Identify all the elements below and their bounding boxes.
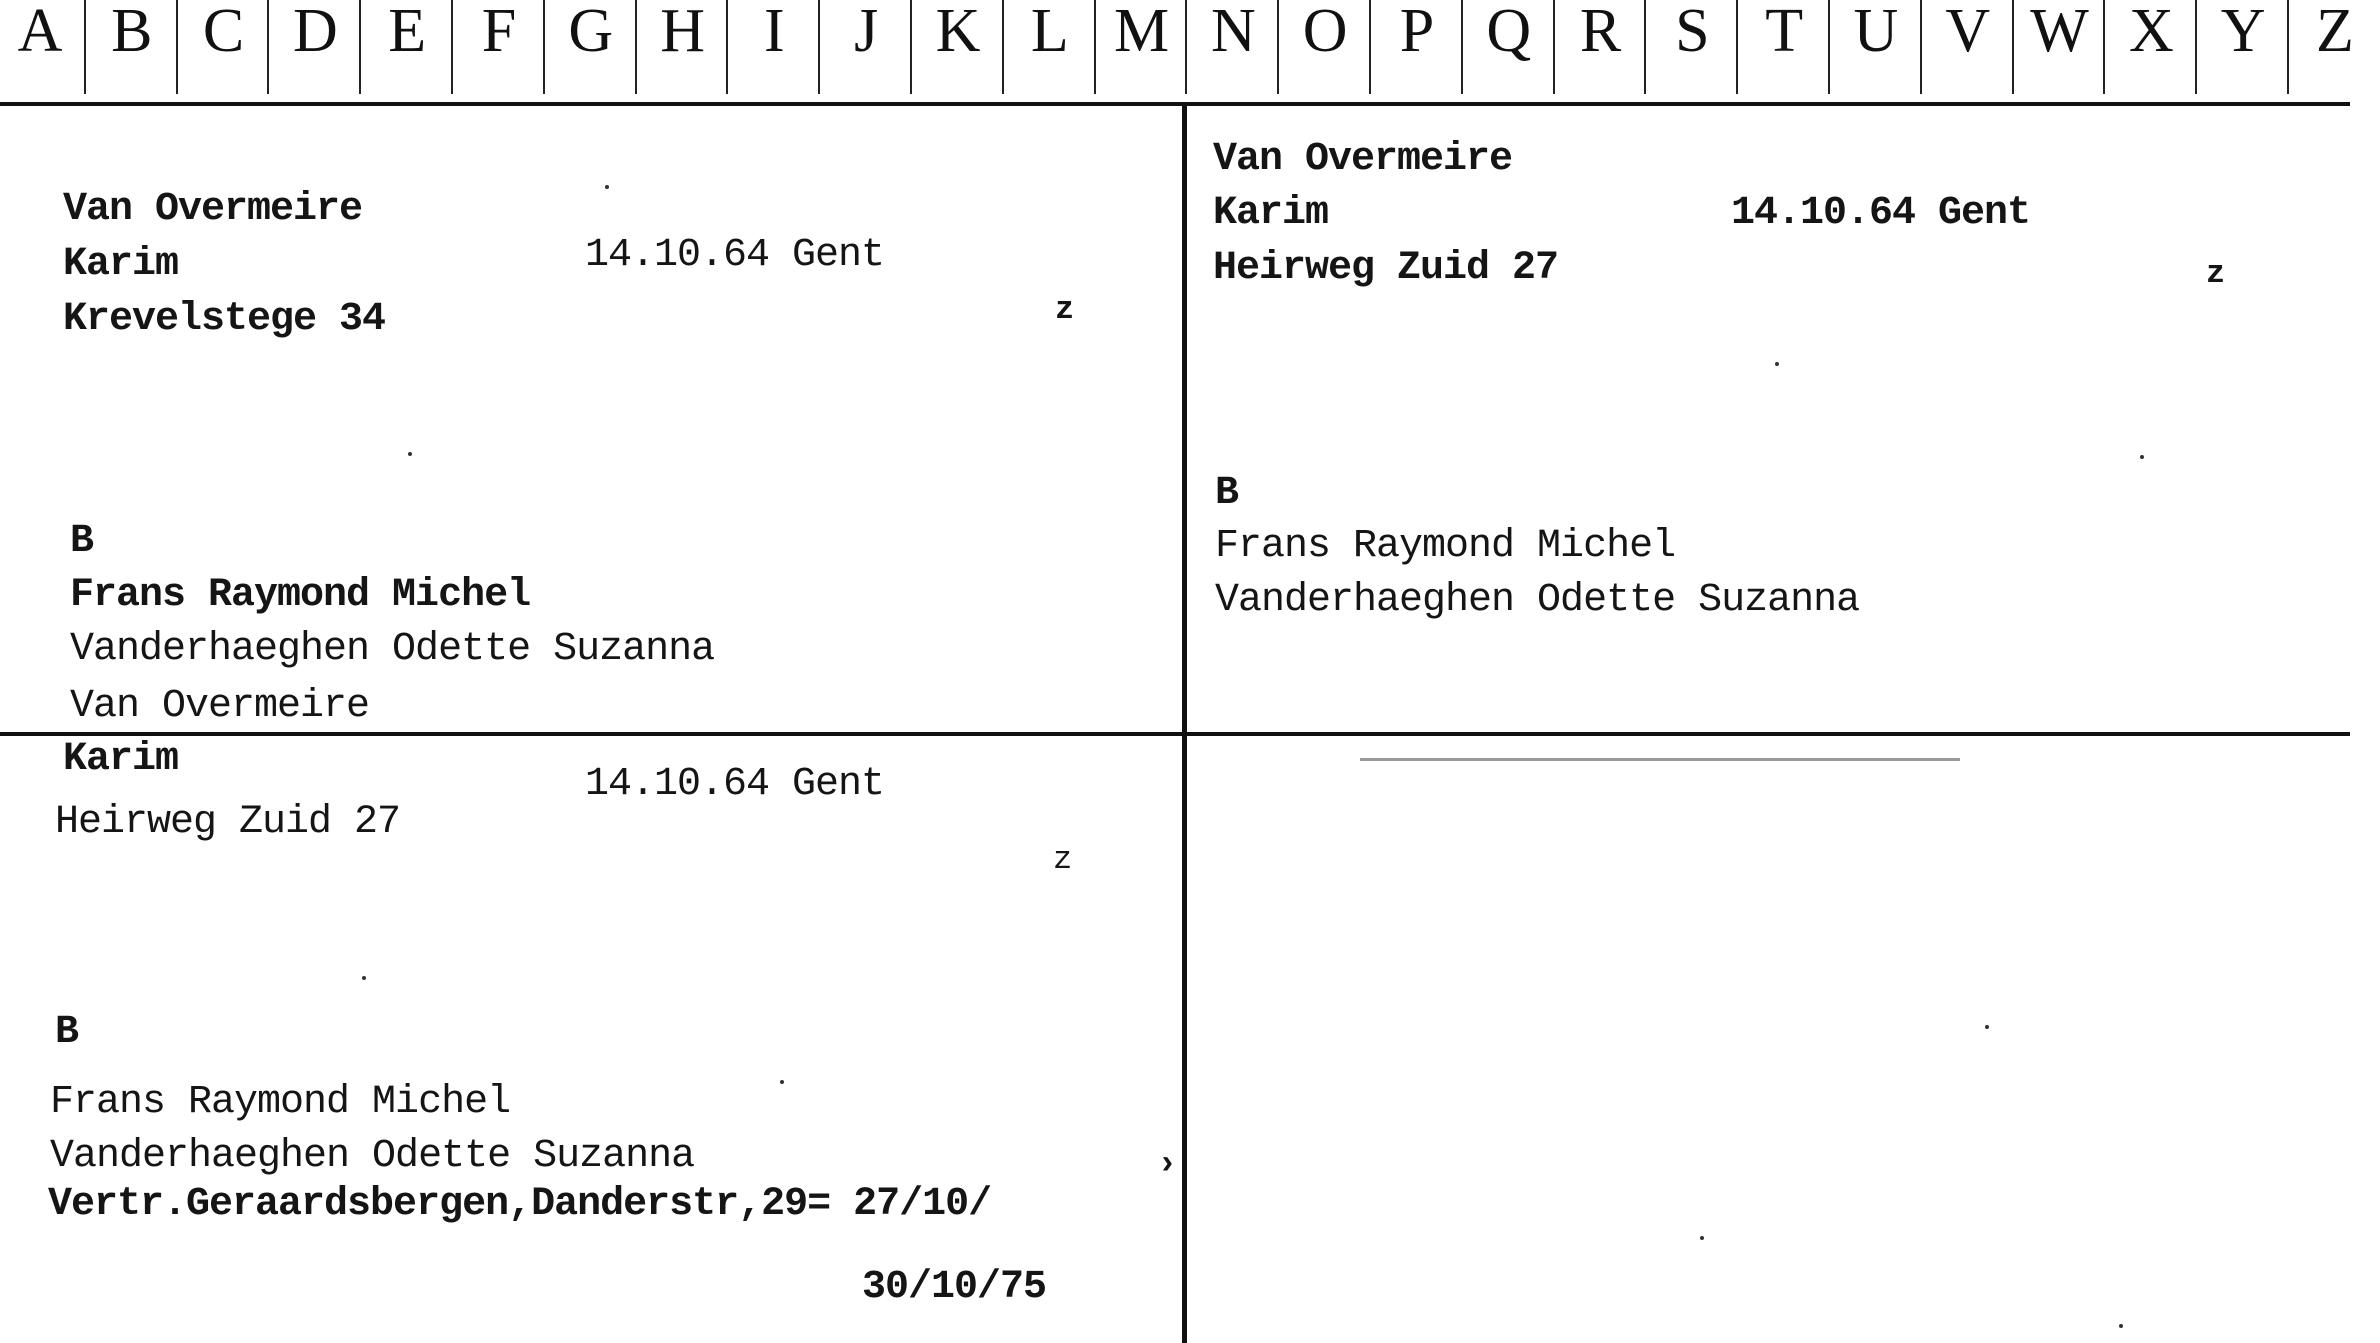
index-letter-j: J [854,0,879,65]
index-letter-a: A [17,0,63,65]
index-letter-d: D [293,0,338,65]
card1-mother: Vanderhaeghen Odette Suzanna [70,627,715,672]
index-letter-f: F [481,0,517,65]
card1-father: Frans Raymond Michel [70,573,531,618]
index-separator [84,0,86,94]
card3-firstname: Karim [63,737,179,782]
index-separator [1920,0,1922,94]
scan-speck [2119,1324,2123,1328]
index-letter-e: E [388,0,427,65]
index-separator [2103,0,2105,94]
index-separator [2287,0,2289,94]
index-letter-k: K [935,0,981,65]
scan-speck [1985,1025,1989,1029]
index-separator [451,0,453,94]
card3-birth: 14.10.64 Gent [585,762,885,807]
index-letter-c: C [202,0,245,65]
card1-birth: 14.10.64 Gent [585,233,885,278]
card3-mark: z [1053,841,1072,878]
index-letter-y: Y [2220,0,2266,65]
card-divider-horizontal [0,732,2350,736]
card1-firstname: Karim [63,242,179,287]
scan-speck [605,185,609,189]
index-separator [2195,0,2197,94]
index-separator [1736,0,1738,94]
card3-address: Heirweg Zuid 27 [55,800,401,845]
alphabet-index [0,0,2354,104]
index-separator [1369,0,1371,94]
card1-address: Krevelstege 34 [63,297,386,342]
scan-speck [1700,1236,1704,1240]
scan-noise [1360,758,1960,761]
card2-mark: z [2206,255,2225,292]
card3-category: B [55,1010,79,1055]
index-separator [910,0,912,94]
card1-surname-repeat: Van Overmeire [70,684,370,729]
card3-arrow: › [1157,1146,1177,1184]
index-separator [1277,0,1279,94]
index-letter-w: W [2030,0,2089,65]
index-letter-q: Q [1486,0,1532,65]
index-separator [818,0,820,94]
card-divider-vertical [1182,106,1187,1343]
index-separator [1002,0,1004,94]
index-separator [635,0,637,94]
index-separator [1094,0,1096,94]
card2-father: Frans Raymond Michel [1215,524,1676,569]
card2-birth: 14.10.64 Gent [1731,191,2031,236]
index-letter-s: S [1675,0,1710,65]
scan-speck [2140,455,2144,459]
card3-father: Frans Raymond Michel [50,1080,511,1125]
scan-speck [408,452,412,456]
card3-departure-date: 30/10/75 [862,1265,1047,1310]
index-letter-n: N [1210,0,1256,65]
card2-address: Heirweg Zuid 27 [1213,246,1559,291]
index-letter-x: X [2128,0,2174,65]
card2-category: B [1215,471,1239,516]
card1-mark: z [1055,291,1074,328]
scan-speck [1775,362,1779,366]
card2-firstname: Karim [1213,191,1329,236]
scan-speck [362,976,366,980]
index-separator [1553,0,1555,94]
card3-mother: Vanderhaeghen Odette Suzanna [50,1134,695,1179]
scan-speck [780,1080,784,1084]
index-separator [543,0,545,94]
index-separator [359,0,361,94]
index-letter-t: T [1765,0,1804,65]
index-divider [0,102,2350,106]
index-separator [1185,0,1187,94]
card1-surname: Van Overmeire [63,187,363,232]
index-letter-m: M [1113,0,1170,65]
card1-category: B [70,519,94,564]
index-letter-i: I [764,0,785,65]
index-separator [1461,0,1463,94]
index-letter-r: R [1579,0,1622,65]
index-letter-l: L [1030,0,1069,65]
index-separator [726,0,728,94]
card3-departure: Vertr.Geraardsbergen,Danderstr,29= 27/10/ [48,1182,992,1227]
index-letter-p: P [1399,0,1435,65]
index-separator [2012,0,2014,94]
index-letter-b: B [111,0,153,65]
card2-surname: Van Overmeire [1213,137,1513,182]
index-letter-o: O [1302,0,1348,65]
index-letter-v: V [1945,0,1991,65]
index-separator [1644,0,1646,94]
index-letter-h: H [660,0,705,65]
index-letter-z: Z [2315,0,2354,65]
index-letter-g: G [568,0,614,65]
card2-mother: Vanderhaeghen Odette Suzanna [1215,578,1860,623]
index-separator [176,0,178,94]
index-separator [267,0,269,94]
index-letter-u: U [1853,0,1899,65]
index-separator [1828,0,1830,94]
